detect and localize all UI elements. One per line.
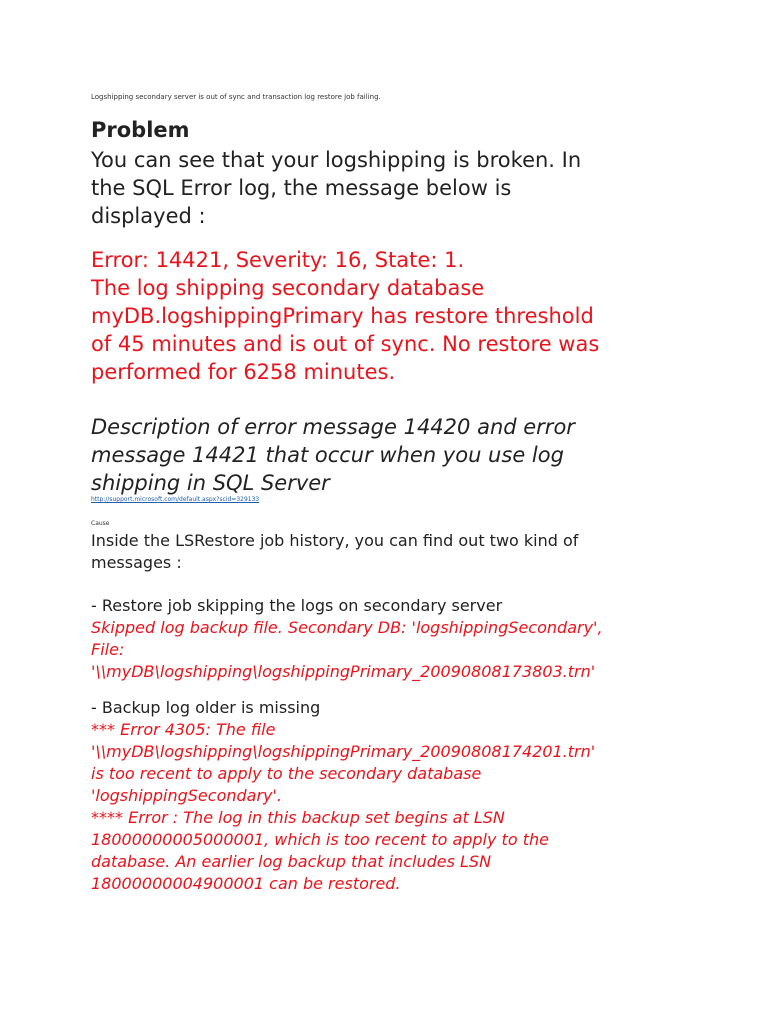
intro-line: the SQL Error log, the message below is <box>91 176 512 200</box>
missing-line: *** Error 4305: The file <box>91 720 276 739</box>
missing-heading: - Backup log older is missing <box>91 698 321 717</box>
description-paragraph <box>91 413 575 497</box>
skip-line: File: <box>91 640 125 659</box>
description-line: shipping in SQL Server <box>91 471 330 495</box>
missing-line: 18000000005000001, which is too recent to apply to the <box>91 830 549 849</box>
problem-heading: Problem <box>91 118 190 142</box>
missing-line: **** Error : The log in this backup set begins at LSN <box>91 808 505 827</box>
error-line: myDB.logshippingPrimary has restore threshold <box>91 304 594 328</box>
document-title: Logshipping secondary server is out of sync and transaction log restore job failing. <box>91 93 381 101</box>
kb-article-link[interactable]: http://support.microsoft.com/default.aspx?scid=329133 <box>91 496 260 503</box>
skip-line: Skipped log backup file. Secondary DB: 'logshippingSecondary', <box>91 618 603 637</box>
error-line: of 45 minutes and is out of sync. No restore was <box>91 332 600 356</box>
intro-line: You can see that your logshipping is broken. In <box>91 148 582 172</box>
missing-line: is too recent to apply to the secondary database <box>91 764 482 783</box>
skip-message-block <box>91 617 603 683</box>
description-line: message 14421 that occur when you use log <box>91 443 564 467</box>
cause-label: Cause <box>91 520 110 527</box>
skip-line: '\\myDB\logshipping\logshippingPrimary_20090808173803.trn' <box>91 662 596 681</box>
skip-heading: - Restore job skipping the logs on secondary server <box>91 596 503 615</box>
missing-line: database. An earlier log backup that includes LSN <box>91 852 492 871</box>
missing-line: 'logshippingSecondary'. <box>91 786 282 805</box>
history-line: messages : <box>91 553 182 572</box>
history-paragraph <box>91 530 578 574</box>
error-message-block <box>91 246 599 386</box>
intro-paragraph <box>91 146 581 230</box>
error-line: Error: 14421, Severity: 16, State: 1. <box>91 248 465 272</box>
history-line: Inside the LSRestore job history, you can find out two kind of <box>91 531 579 550</box>
missing-message-block <box>91 719 595 895</box>
description-line: Description of error message 14420 and error <box>91 415 575 439</box>
missing-line: 18000000004900001 can be restored. <box>91 874 401 893</box>
error-line: performed for 6258 minutes. <box>91 360 396 384</box>
intro-line: displayed : <box>91 204 206 228</box>
missing-line: '\\myDB\logshipping\logshippingPrimary_20090808174201.trn' <box>91 742 596 761</box>
error-line: The log shipping secondary database <box>91 276 485 300</box>
